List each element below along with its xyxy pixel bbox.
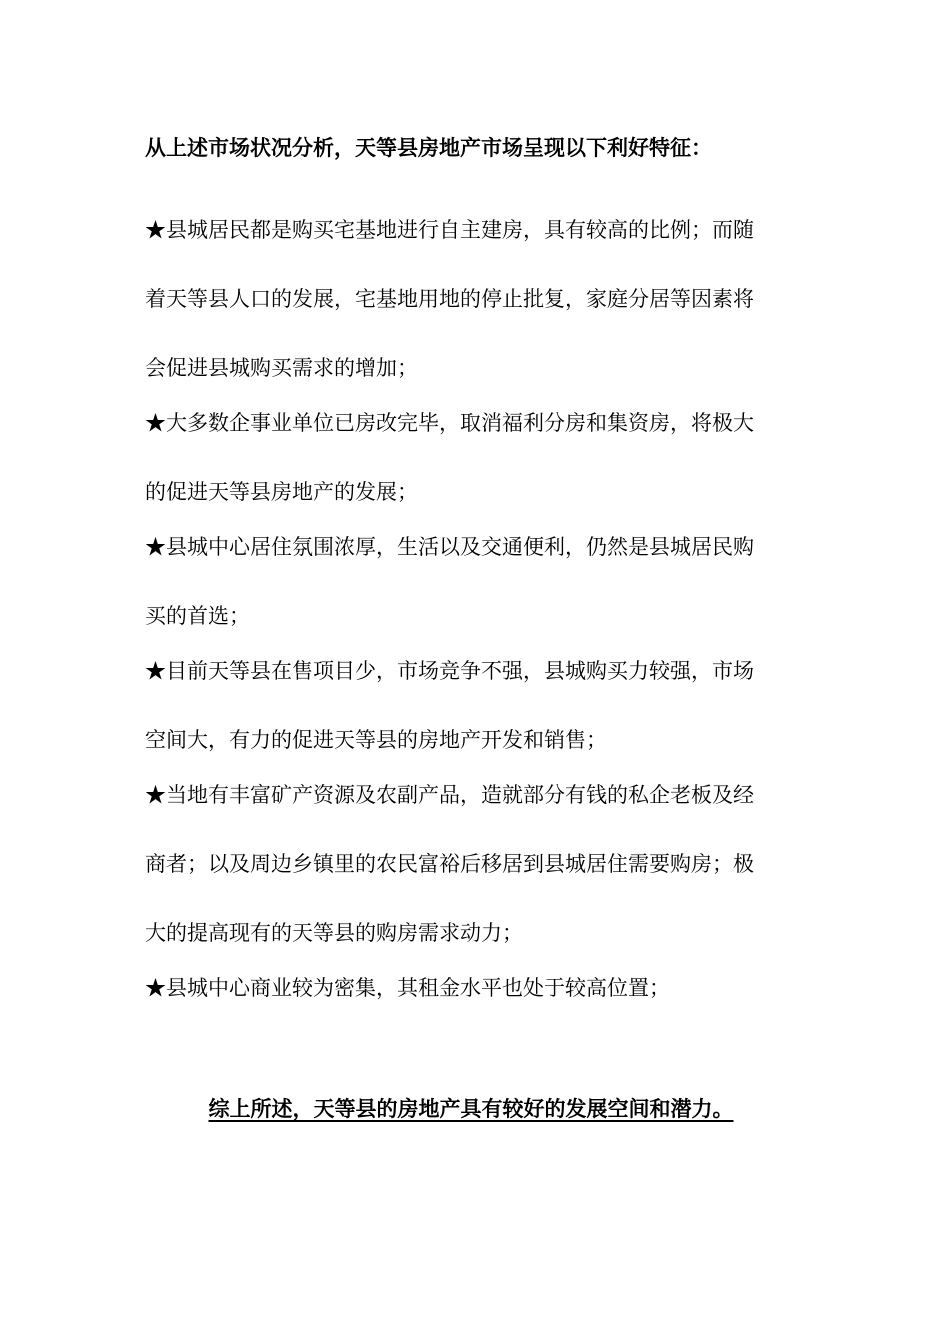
- item-line: [145, 389, 810, 458]
- bullet-item-6: [145, 954, 810, 1023]
- item-line: 会促进县城购买需求的增加；: [145, 356, 418, 380]
- bullet-item-5: [145, 761, 810, 968]
- conclusion: [0, 1089, 950, 1129]
- bullet-item-3: [145, 513, 810, 651]
- bullet-item-4: [145, 637, 810, 775]
- item-line: [145, 196, 810, 265]
- section-heading: 从上述市场状况分析，天等县房地产市场呈现以下利好特征：: [145, 135, 712, 160]
- star-bullet-icon: ★: [145, 783, 166, 807]
- star-bullet-icon: ★: [145, 659, 166, 683]
- item-line: [145, 954, 810, 1023]
- conclusion-text: 综上所述，天等县的房地产具有较好的发展空间和潜力。: [208, 1096, 734, 1121]
- bullet-item-1: [145, 196, 810, 403]
- star-bullet-icon: ★: [145, 218, 166, 242]
- item-line: 的促进天等县房地产的发展；: [145, 480, 418, 504]
- document-body: [145, 128, 810, 1023]
- star-bullet-icon: ★: [145, 535, 166, 559]
- star-bullet-icon: ★: [145, 976, 166, 1000]
- item-line: [145, 761, 810, 830]
- item-line: 着天等县人口的发展，宅基地用地的停止批复，家庭分居等因素将: [145, 287, 754, 311]
- item-text: 县城中心商业较为密集，其租金水平也处于较高位置；: [166, 976, 670, 1000]
- item-text: 县城居民都是购买宅基地进行自主建房，具有较高的比例；而随: [166, 218, 754, 242]
- item-line: 买的首选；: [145, 604, 250, 628]
- item-text: 大多数企事业单位已房改完毕，取消福利分房和集资房，将极大: [166, 411, 754, 435]
- item-line: 大的提高现有的天等县的购房需求动力；: [145, 921, 523, 945]
- item-text: 县城中心居住氛围浓厚，生活以及交通便利，仍然是县城居民购: [166, 535, 754, 559]
- item-line: [145, 637, 810, 706]
- star-bullet-icon: ★: [145, 411, 166, 435]
- bullet-item-2: [145, 389, 810, 527]
- item-text: 当地有丰富矿产资源及农副产品，造就部分有钱的私企老板及经: [166, 783, 754, 807]
- item-line: 商者；以及周边乡镇里的农民富裕后移居到县城居住需要购房；极: [145, 852, 754, 876]
- item-text: 目前天等县在售项目少，市场竞争不强，县城购买力较强，市场: [166, 659, 754, 683]
- item-line: [145, 513, 810, 582]
- item-line: 空间大，有力的促进天等县的房地产开发和销售；: [145, 728, 607, 752]
